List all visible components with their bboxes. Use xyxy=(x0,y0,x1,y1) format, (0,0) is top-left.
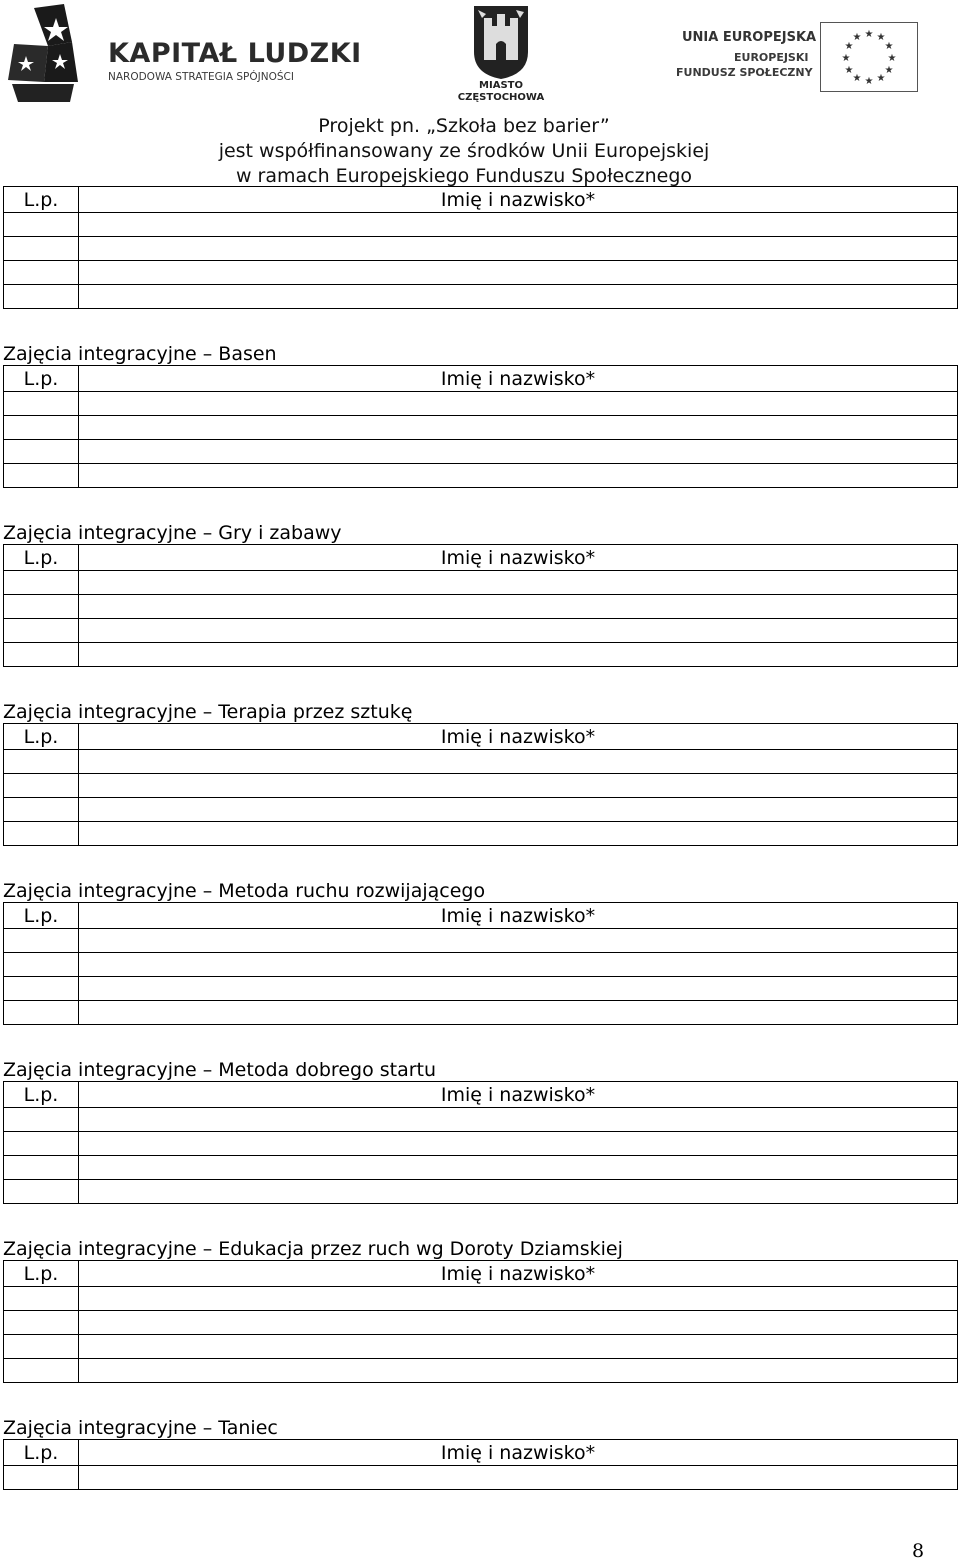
section-title: Zajęcia integracyjne – Basen xyxy=(3,343,277,365)
section-spacer xyxy=(3,1383,958,1417)
table-row xyxy=(4,643,958,667)
kapital-ludzki-title: KAPITAŁ LUDZKI xyxy=(108,38,362,69)
table-row xyxy=(4,619,958,643)
table-row xyxy=(4,237,958,261)
lp-cell[interactable] xyxy=(4,1180,79,1204)
svg-text:★: ★ xyxy=(887,53,897,64)
table-row xyxy=(4,595,958,619)
eu-line1: UNIA EUROPEJSKA xyxy=(682,30,817,45)
table-row xyxy=(4,774,958,798)
name-cell[interactable] xyxy=(79,822,958,846)
table-row xyxy=(4,953,958,977)
name-cell[interactable] xyxy=(79,416,958,440)
lp-cell[interactable] xyxy=(4,595,79,619)
svg-text:★: ★ xyxy=(876,73,886,84)
name-cell[interactable] xyxy=(79,619,958,643)
lp-cell[interactable] xyxy=(4,822,79,846)
table-header-row xyxy=(4,724,958,750)
attendance-lists xyxy=(3,186,958,1490)
lp-cell[interactable] xyxy=(4,440,79,464)
lp-cell[interactable] xyxy=(4,774,79,798)
lp-cell[interactable] xyxy=(4,571,79,595)
column-header-name: Imię i nazwisko* xyxy=(79,1440,958,1466)
table-row xyxy=(4,1335,958,1359)
eu-line3: FUNDUSZ SPOŁECZNY xyxy=(676,66,813,79)
table-row xyxy=(4,464,958,488)
eu-line2: EUROPEJSKI xyxy=(734,51,809,64)
section-spacer xyxy=(3,1204,958,1238)
lp-cell[interactable] xyxy=(4,1311,79,1335)
lp-cell[interactable] xyxy=(4,1466,79,1490)
lp-cell[interactable] xyxy=(4,1108,79,1132)
lp-cell[interactable] xyxy=(4,750,79,774)
section-spacer xyxy=(3,667,958,701)
name-cell[interactable] xyxy=(79,213,958,237)
column-header-lp: L.p. xyxy=(4,1082,79,1108)
participants-table xyxy=(3,902,958,1025)
name-cell[interactable] xyxy=(79,798,958,822)
column-header-name: Imię i nazwisko* xyxy=(79,724,958,750)
page-number: 8 xyxy=(912,1540,925,1562)
participants-table xyxy=(3,365,958,488)
table-row xyxy=(4,1287,958,1311)
lp-cell[interactable] xyxy=(4,285,79,309)
name-cell[interactable] xyxy=(79,1132,958,1156)
name-cell[interactable] xyxy=(79,953,958,977)
participants-table xyxy=(3,186,958,309)
name-cell[interactable] xyxy=(79,392,958,416)
table-row xyxy=(4,1001,958,1025)
table-row xyxy=(4,750,958,774)
name-cell[interactable] xyxy=(79,774,958,798)
lp-cell[interactable] xyxy=(4,929,79,953)
svg-text:★: ★ xyxy=(876,32,886,43)
participants-table xyxy=(3,1081,958,1204)
svg-text:★: ★ xyxy=(864,29,874,40)
section-spacer xyxy=(3,846,958,880)
lp-cell[interactable] xyxy=(4,1001,79,1025)
section-spacer xyxy=(3,1025,958,1059)
svg-text:★: ★ xyxy=(844,65,854,76)
name-cell[interactable] xyxy=(79,464,958,488)
eu-logo xyxy=(672,20,922,92)
name-cell[interactable] xyxy=(79,595,958,619)
lp-cell[interactable] xyxy=(4,1335,79,1359)
lp-cell[interactable] xyxy=(4,798,79,822)
svg-text:★: ★ xyxy=(841,53,851,64)
table-row xyxy=(4,213,958,237)
section-title: Zajęcia integracyjne – Taniec xyxy=(3,1417,278,1439)
section-title: Zajęcia integracyjne – Edukacja przez ruch wg Doroty Dziamskiej xyxy=(3,1238,623,1260)
svg-text:★: ★ xyxy=(864,76,874,87)
name-cell[interactable] xyxy=(79,1359,958,1383)
table-row xyxy=(4,440,958,464)
table-row xyxy=(4,285,958,309)
table-row xyxy=(4,1156,958,1180)
column-header-lp: L.p. xyxy=(4,1261,79,1287)
table-row xyxy=(4,822,958,846)
kapital-ludzki-subtitle: NARODOWA STRATEGIA SPÓJNOŚCI xyxy=(108,71,294,83)
table-row xyxy=(4,1132,958,1156)
lp-cell[interactable] xyxy=(4,953,79,977)
kapital-ludzki-emblem-icon xyxy=(4,2,104,108)
city-coat-of-arms-icon xyxy=(446,4,556,80)
name-cell[interactable] xyxy=(79,237,958,261)
table-row xyxy=(4,1359,958,1383)
name-cell[interactable] xyxy=(79,643,958,667)
participants-table xyxy=(3,544,958,667)
name-cell[interactable] xyxy=(79,261,958,285)
lp-cell[interactable] xyxy=(4,1156,79,1180)
lp-cell[interactable] xyxy=(4,237,79,261)
svg-text:★: ★ xyxy=(884,65,894,76)
column-header-lp: L.p. xyxy=(4,724,79,750)
table-row xyxy=(4,1466,958,1490)
participants-table xyxy=(3,1439,958,1490)
lp-cell[interactable] xyxy=(4,464,79,488)
column-header-name: Imię i nazwisko* xyxy=(79,1261,958,1287)
name-cell[interactable] xyxy=(79,1311,958,1335)
table-row xyxy=(4,416,958,440)
column-header-name: Imię i nazwisko* xyxy=(79,366,958,392)
table-row xyxy=(4,1108,958,1132)
name-cell[interactable] xyxy=(79,285,958,309)
project-line-2: jest współfinansowany ze środków Unii Europejskiej xyxy=(218,140,710,162)
table-row xyxy=(4,929,958,953)
table-header-row xyxy=(4,187,958,213)
section-spacer xyxy=(3,309,958,343)
table-header-row xyxy=(4,1082,958,1108)
table-row xyxy=(4,392,958,416)
section-title: Zajęcia integracyjne – Gry i zabawy xyxy=(3,522,342,544)
table-header-row xyxy=(4,1440,958,1466)
name-cell[interactable] xyxy=(79,440,958,464)
table-row xyxy=(4,977,958,1001)
table-header-row xyxy=(4,545,958,571)
table-row xyxy=(4,261,958,285)
column-header-lp: L.p. xyxy=(4,366,79,392)
column-header-lp: L.p. xyxy=(4,903,79,929)
lp-cell[interactable] xyxy=(4,977,79,1001)
eu-flag-icon xyxy=(820,22,918,92)
column-header-lp: L.p. xyxy=(4,187,79,213)
name-cell[interactable] xyxy=(79,929,958,953)
section-title: Zajęcia integracyjne – Metoda dobrego startu xyxy=(3,1059,437,1081)
lp-cell[interactable] xyxy=(4,1287,79,1311)
table-row xyxy=(4,798,958,822)
kapital-ludzki-logo xyxy=(4,2,362,108)
lp-cell[interactable] xyxy=(4,392,79,416)
name-cell[interactable] xyxy=(79,750,958,774)
svg-text:★: ★ xyxy=(884,41,894,52)
name-cell[interactable] xyxy=(79,571,958,595)
lp-cell[interactable] xyxy=(4,643,79,667)
svg-text:★: ★ xyxy=(852,32,862,43)
name-cell[interactable] xyxy=(79,977,958,1001)
name-cell[interactable] xyxy=(79,1335,958,1359)
section-title: Zajęcia integracyjne – Metoda ruchu rozwijającego xyxy=(3,880,486,902)
name-cell[interactable] xyxy=(79,1180,958,1204)
name-cell[interactable] xyxy=(79,1466,958,1490)
lp-cell[interactable] xyxy=(4,261,79,285)
column-header-name: Imię i nazwisko* xyxy=(79,187,958,213)
section-title: Zajęcia integracyjne – Terapia przez sztukę xyxy=(3,701,413,723)
lp-cell[interactable] xyxy=(4,1359,79,1383)
city-label: MIASTO CZĘSTOCHOWA xyxy=(457,80,545,103)
lp-cell[interactable] xyxy=(4,619,79,643)
table-row xyxy=(4,1180,958,1204)
czestochowa-logo xyxy=(446,4,556,108)
table-header-row xyxy=(4,1261,958,1287)
svg-text:★: ★ xyxy=(852,73,862,84)
participants-table xyxy=(3,1260,958,1383)
table-row xyxy=(4,571,958,595)
column-header-name: Imię i nazwisko* xyxy=(79,1082,958,1108)
column-header-name: Imię i nazwisko* xyxy=(79,545,958,571)
table-header-row xyxy=(4,366,958,392)
project-line-1: Projekt pn. „Szkoła bez barier” xyxy=(318,115,610,137)
column-header-lp: L.p. xyxy=(4,545,79,571)
column-header-lp: L.p. xyxy=(4,1440,79,1466)
lp-cell[interactable] xyxy=(4,213,79,237)
lp-cell[interactable] xyxy=(4,416,79,440)
table-row xyxy=(4,1311,958,1335)
table-header-row xyxy=(4,903,958,929)
participants-table xyxy=(3,723,958,846)
project-info xyxy=(0,114,928,189)
section-spacer xyxy=(3,488,958,522)
project-line-3: w ramach Europejskiego Funduszu Społecznego xyxy=(235,165,693,187)
lp-cell[interactable] xyxy=(4,1132,79,1156)
column-header-name: Imię i nazwisko* xyxy=(79,903,958,929)
name-cell[interactable] xyxy=(79,1287,958,1311)
name-cell[interactable] xyxy=(79,1108,958,1132)
svg-text:★: ★ xyxy=(844,41,854,52)
name-cell[interactable] xyxy=(79,1001,958,1025)
name-cell[interactable] xyxy=(79,1156,958,1180)
